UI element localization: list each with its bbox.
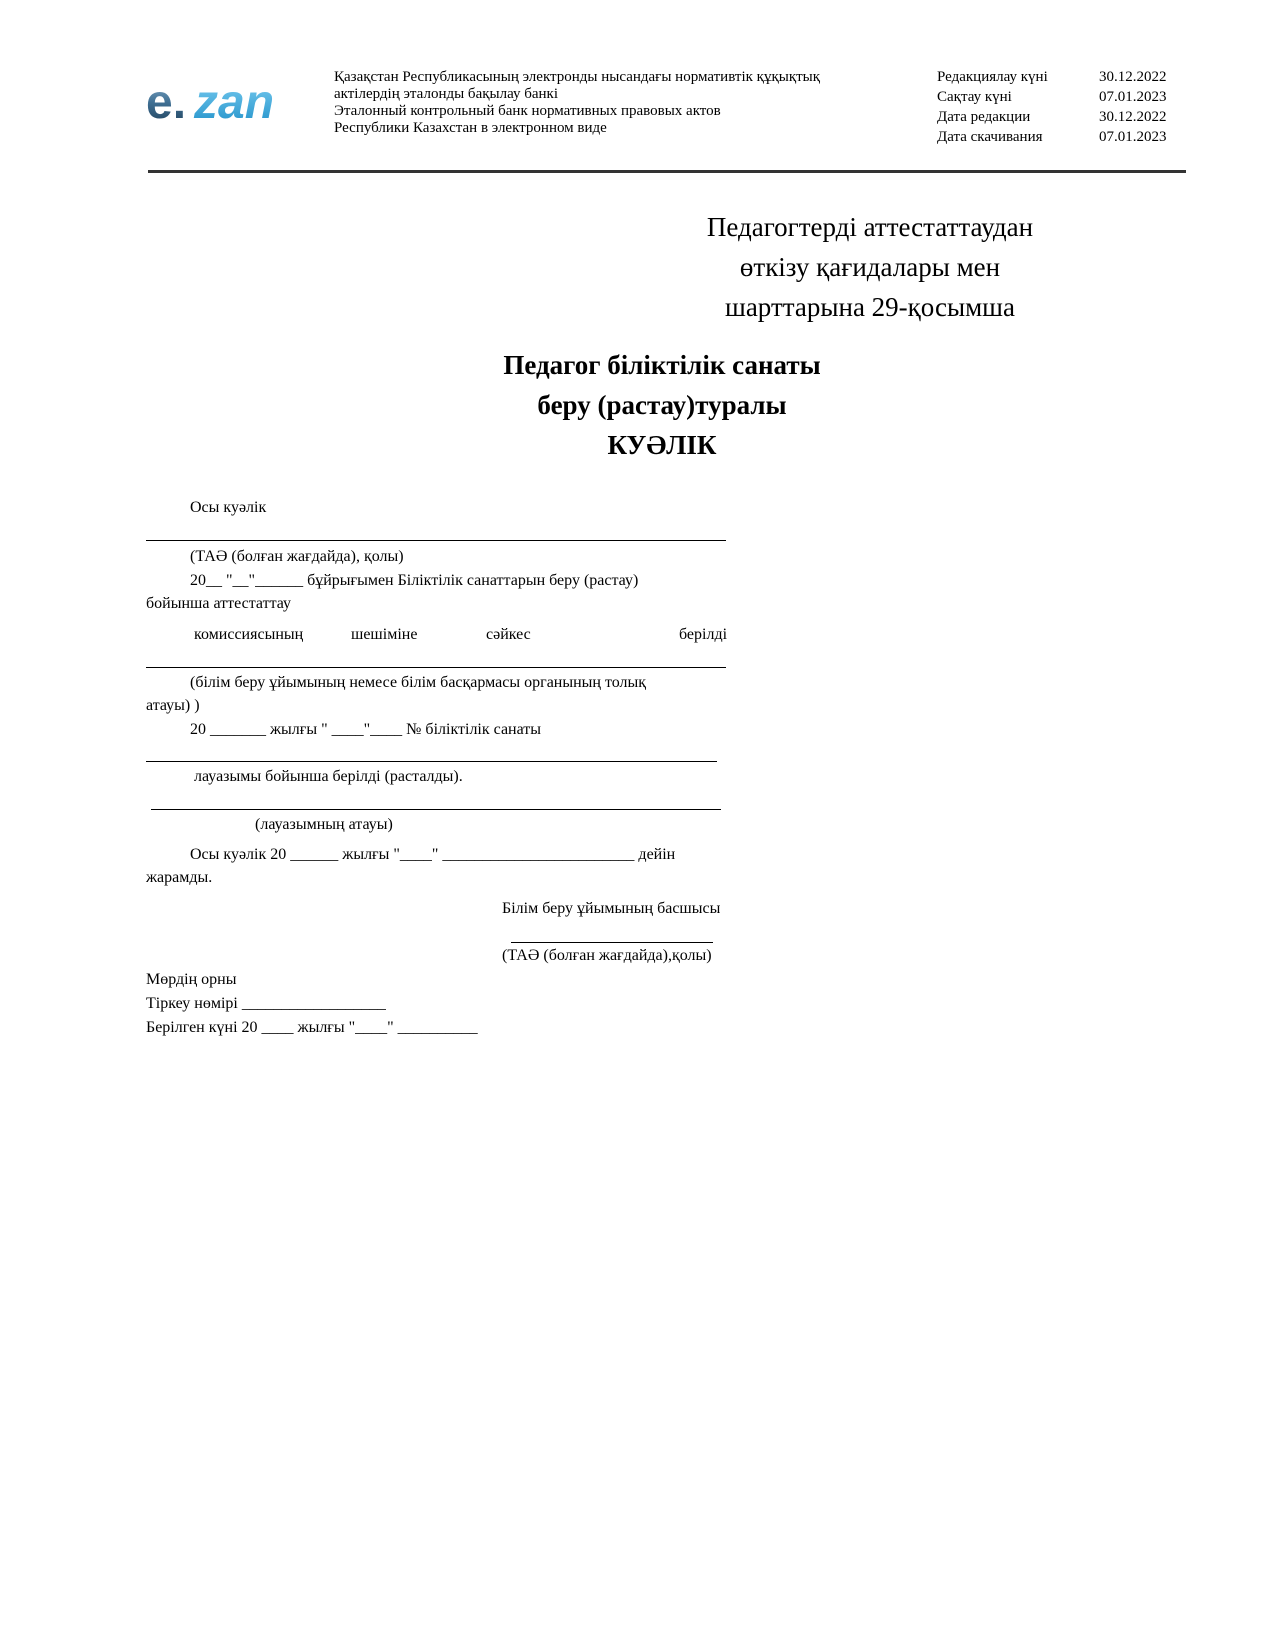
annex-reference xyxy=(640,207,1100,327)
order-text-cont: бойынша аттестаттау xyxy=(146,595,292,612)
justified-word: шешіміне xyxy=(351,626,418,643)
validity-text-cont: жарамды. xyxy=(146,869,213,886)
order-text: 20__ "__"______ бұйрығымен Біліктілік санаттарын беру (растау) xyxy=(190,572,639,589)
meta-label: Дата редакции xyxy=(937,109,1031,125)
meta-label: Дата скачивания xyxy=(937,129,1043,145)
name-caption: (ТАӘ (болған жағдайда), қолы) xyxy=(190,548,404,565)
header-description-line: Эталонный контрольный банк нормативных правовых актов xyxy=(334,103,721,119)
title-line: беру (растау)туралы xyxy=(537,390,787,420)
svg-text:e.: e. xyxy=(146,76,187,129)
issue-date: Берілген күні 20 ____ жылғы "____" __________ xyxy=(146,1019,478,1036)
fill-line xyxy=(146,761,717,762)
head-label: Білім беру ұйымының басшысы xyxy=(502,900,721,917)
annex-line: өткізу қағидалары мен xyxy=(739,252,1001,282)
title-line: Педагог біліктілік санаты xyxy=(503,350,821,380)
meta-row xyxy=(937,87,1197,107)
meta-row xyxy=(937,67,1197,87)
validity-text: Осы куәлік 20 ______ жылғы "____" ________________________ дейін xyxy=(190,846,676,863)
meta-value: 30.12.2022 xyxy=(1099,109,1167,125)
document-title xyxy=(362,345,962,465)
justified-word: сәйкес xyxy=(486,626,531,643)
registration-number: Тіркеу нөмірі __________________ xyxy=(146,995,386,1012)
svg-text:zan: zan xyxy=(194,76,275,129)
justified-word: комиссиясының xyxy=(194,626,304,643)
fill-line xyxy=(151,809,721,810)
organization-caption: (білім беру ұйымының немесе білім басқармасы органының толық xyxy=(190,674,647,691)
head-signature-caption: (ТАӘ (болған жағдайда),қолы) xyxy=(502,947,712,964)
header-meta-table xyxy=(937,67,1197,147)
category-text: 20 _______ жылғы " ____"____ № біліктілік санаты xyxy=(190,721,542,738)
ezan-logo xyxy=(146,74,296,130)
position-text: лауазымы бойынша берілді (расталды). xyxy=(194,768,463,785)
header-description xyxy=(334,69,894,137)
meta-label: Сақтау күні xyxy=(937,89,1012,105)
seal-place: Мөрдің орны xyxy=(146,971,237,988)
annex-line: Педагогтерді аттестаттаудан xyxy=(706,212,1034,242)
header-description-line: Республики Казахстан в электронном виде xyxy=(334,120,607,136)
meta-value: 07.01.2023 xyxy=(1099,89,1167,105)
fill-line xyxy=(146,667,726,668)
header-description-line: Қазақстан Республикасының электронды нысандағы нормативтік құқықтық xyxy=(334,69,821,85)
annex-line: шарттарына 29-қосымша xyxy=(725,292,1015,322)
title-line: КУӘЛІК xyxy=(607,430,717,460)
header-description-line: актілердің эталонды бақылау банкі xyxy=(334,86,558,102)
organization-caption-cont: атауы) ) xyxy=(146,697,200,714)
certificate-intro: Осы куәлік xyxy=(190,499,267,516)
meta-value: 07.01.2023 xyxy=(1099,129,1167,145)
meta-row xyxy=(937,107,1197,127)
position-caption: (лауазымның атауы) xyxy=(255,816,393,833)
fill-line xyxy=(146,540,726,541)
header-divider xyxy=(148,170,1186,173)
meta-value: 30.12.2022 xyxy=(1099,69,1167,85)
meta-label: Редакциялау күні xyxy=(937,69,1048,85)
justified-word: берілді xyxy=(679,626,728,643)
signature-line xyxy=(511,942,713,943)
meta-row xyxy=(937,127,1197,147)
